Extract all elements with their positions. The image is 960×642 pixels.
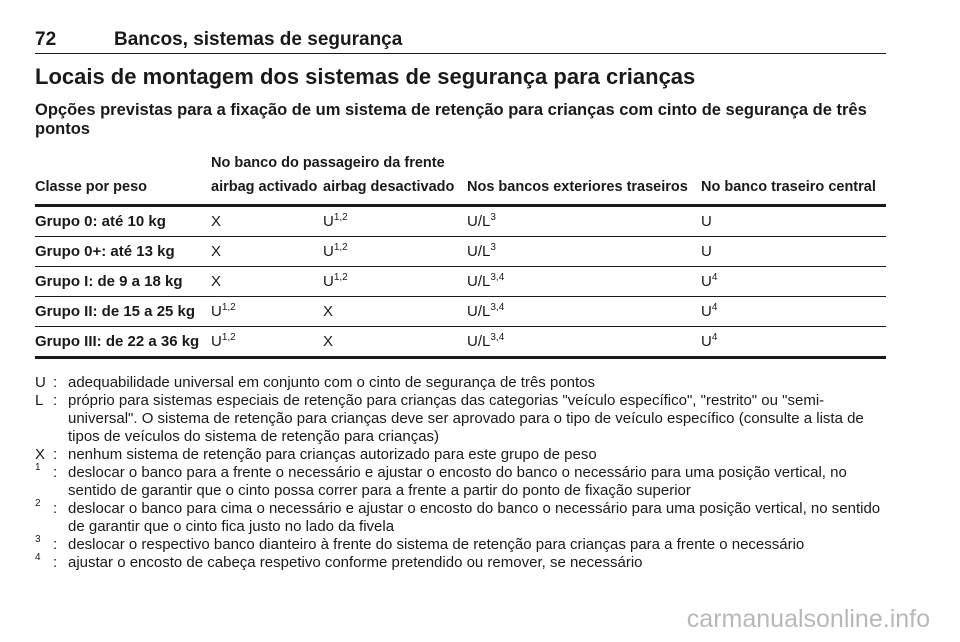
rear-center-cell-value: U <box>701 213 712 230</box>
footnote-ref: 1,2 <box>221 302 236 313</box>
rear-outer-cell-value: U/L <box>467 213 491 230</box>
rear-center-cell-value: U <box>701 243 712 260</box>
header-rear-outer: Nos bancos exteriores traseiros <box>467 171 701 206</box>
airbag-on-cell <box>211 267 323 297</box>
rear-center-cell <box>701 267 886 297</box>
header-weight-class: Classe por peso <box>35 171 211 206</box>
legend-description: adequabilidade universal em conjunto com o cinto de segurança de três pontos <box>68 374 596 391</box>
weight-class-cell-value: Grupo II: de 15 a 25 kg <box>35 303 196 320</box>
weight-class-cell-value: Grupo 0+: até 13 kg <box>35 243 175 260</box>
airbag-off-cell-value: U <box>323 273 334 290</box>
legend-item <box>35 536 886 554</box>
weight-class-cell <box>35 267 211 297</box>
legend-item <box>35 500 886 536</box>
rear-outer-cell <box>467 267 701 297</box>
footnote-ref: 1,2 <box>221 332 236 343</box>
legend-item <box>35 392 886 446</box>
weight-class-cell <box>35 327 211 358</box>
legend-description: deslocar o banco para cima o necessário e ajustar o encosto do banco o necessário para uma posição vertical, no sentido de garantir que o cinto fica justo no lado da fivela <box>68 500 881 535</box>
airbag-off-cell-value: U <box>323 213 334 230</box>
rear-center-cell <box>701 297 886 327</box>
legend-description: nenhum sistema de retenção para crianças autorizado para este grupo de peso <box>68 446 597 463</box>
footnote-number: 4 <box>35 552 41 563</box>
page-number: 72 <box>35 29 57 50</box>
footnote-ref: 3 <box>490 212 496 223</box>
footnote-ref: 3,4 <box>490 332 505 343</box>
weight-class-cell-value: Grupo III: de 22 a 36 kg <box>35 333 200 350</box>
rear-center-cell-value: U <box>701 333 712 350</box>
weight-class-cell-value: Grupo I: de 9 a 18 kg <box>35 273 183 290</box>
footnote-ref: 4 <box>711 302 718 313</box>
watermark: carmanualsonline.info <box>686 605 930 633</box>
weight-class-cell <box>35 297 211 327</box>
footnote-ref: 3,4 <box>490 272 505 283</box>
header-rear-center: No banco traseiro central <box>701 171 886 206</box>
footnote-number: 1 <box>35 462 41 473</box>
footnote-ref: 1,2 <box>333 272 348 283</box>
legend-colon: : <box>53 500 58 517</box>
airbag-on-cell-value: X <box>211 243 222 260</box>
rear-outer-cell-value: U/L <box>467 303 491 320</box>
header-airbag-off: airbag desactivado <box>323 171 467 206</box>
airbag-off-cell-value: X <box>323 303 334 320</box>
weight-class-cell <box>35 206 211 237</box>
footnote-ref: 4 <box>711 332 718 343</box>
airbag-off-cell <box>323 267 467 297</box>
legend-colon: : <box>53 374 58 391</box>
table-row <box>35 206 886 237</box>
airbag-off-cell <box>323 237 467 267</box>
legend-item <box>35 554 886 572</box>
legend-key <box>35 554 53 572</box>
table-row <box>35 327 886 358</box>
header-spacer <box>467 148 701 171</box>
rear-outer-cell-value: U/L <box>467 243 491 260</box>
legend-item <box>35 446 886 464</box>
airbag-on-cell-value: U <box>211 333 222 350</box>
rear-outer-cell-value: U/L <box>467 333 491 350</box>
airbag-off-cell <box>323 297 467 327</box>
table-row <box>35 297 886 327</box>
airbag-on-cell-value: X <box>211 213 222 230</box>
footnote-ref: 3 <box>490 242 496 253</box>
footnote-number: 2 <box>35 498 41 509</box>
rear-center-cell <box>701 237 886 267</box>
weight-class-cell-value: Grupo 0: até 10 kg <box>35 213 166 230</box>
footnote-number: 3 <box>35 534 41 545</box>
legend-description: próprio para sistemas especiais de retenção para crianças das categorias "veículo específico", "restrito" ou "semi-universal". O sistema de retenção para crianças deve ser aprovado para o tipo de veículo específico (consulte a lista de tipos de veículos do sistema de retenção para crianças) <box>68 392 864 445</box>
rear-outer-cell <box>467 206 701 237</box>
airbag-on-cell <box>211 237 323 267</box>
legend-description: deslocar o banco para a frente o necessário e ajustar o encosto do banco o necessário para uma posição vertical, no sentido de garantir que o cinto possa correr para a frente a partir do ponto de fixação superior <box>68 464 847 499</box>
rear-outer-cell <box>467 327 701 358</box>
rear-outer-cell <box>467 297 701 327</box>
rear-center-cell-value: U <box>701 273 712 290</box>
table-row <box>35 267 886 297</box>
legend-colon: : <box>53 392 58 409</box>
legend-colon: : <box>53 464 58 481</box>
header-airbag-on: airbag activado <box>211 171 323 206</box>
legend-key: L <box>35 392 44 409</box>
table-row <box>35 237 886 267</box>
legend-key: U <box>35 374 46 391</box>
airbag-off-cell-value: X <box>323 333 334 350</box>
table-body <box>35 206 886 358</box>
rear-outer-cell <box>467 237 701 267</box>
rear-center-cell <box>701 327 886 358</box>
chapter-title: Bancos, sistemas de segurança <box>114 29 403 50</box>
airbag-on-cell <box>211 297 323 327</box>
legend-description: deslocar o respectivo banco dianteiro à frente do sistema de retenção para crianças para a frente o necessário <box>68 536 805 553</box>
legend-item <box>35 464 886 500</box>
legend-colon: : <box>53 446 58 463</box>
rear-outer-cell-value: U/L <box>467 273 491 290</box>
airbag-on-cell <box>211 327 323 358</box>
legend-description: ajustar o encosto de cabeça respetivo conforme pretendido ou remover, se necessário <box>68 554 643 571</box>
header-spacer <box>35 148 211 171</box>
legend-key: X <box>35 446 46 463</box>
running-header <box>35 29 886 54</box>
airbag-on-cell-value: U <box>211 303 222 320</box>
airbag-off-cell-value: U <box>323 243 334 260</box>
header-spacer <box>701 148 886 171</box>
airbag-off-cell <box>323 206 467 237</box>
airbag-on-cell <box>211 206 323 237</box>
footnote-ref: 3,4 <box>490 302 505 313</box>
rear-center-cell-value: U <box>701 303 712 320</box>
rear-center-cell <box>701 206 886 237</box>
legend <box>35 374 886 572</box>
legend-colon: : <box>53 536 58 553</box>
legend-key <box>35 464 53 500</box>
header-front-passenger: No banco do passageiro da frente <box>211 155 445 171</box>
footnote-ref: 1,2 <box>333 242 348 253</box>
installation-table <box>35 148 886 359</box>
footnote-ref: 1,2 <box>333 212 348 223</box>
airbag-on-cell-value: X <box>211 273 222 290</box>
airbag-off-cell <box>323 327 467 358</box>
subtitle: Opções previstas para a fixação de um sistema de retenção para crianças com cinto de segurança de três pontos <box>35 101 867 138</box>
footnote-ref: 4 <box>711 272 718 283</box>
legend-colon: : <box>53 554 58 571</box>
legend-key <box>35 500 53 536</box>
section-title: Locais de montagem dos sistemas de segurança para crianças <box>35 64 696 89</box>
weight-class-cell <box>35 237 211 267</box>
legend-item <box>35 374 886 392</box>
